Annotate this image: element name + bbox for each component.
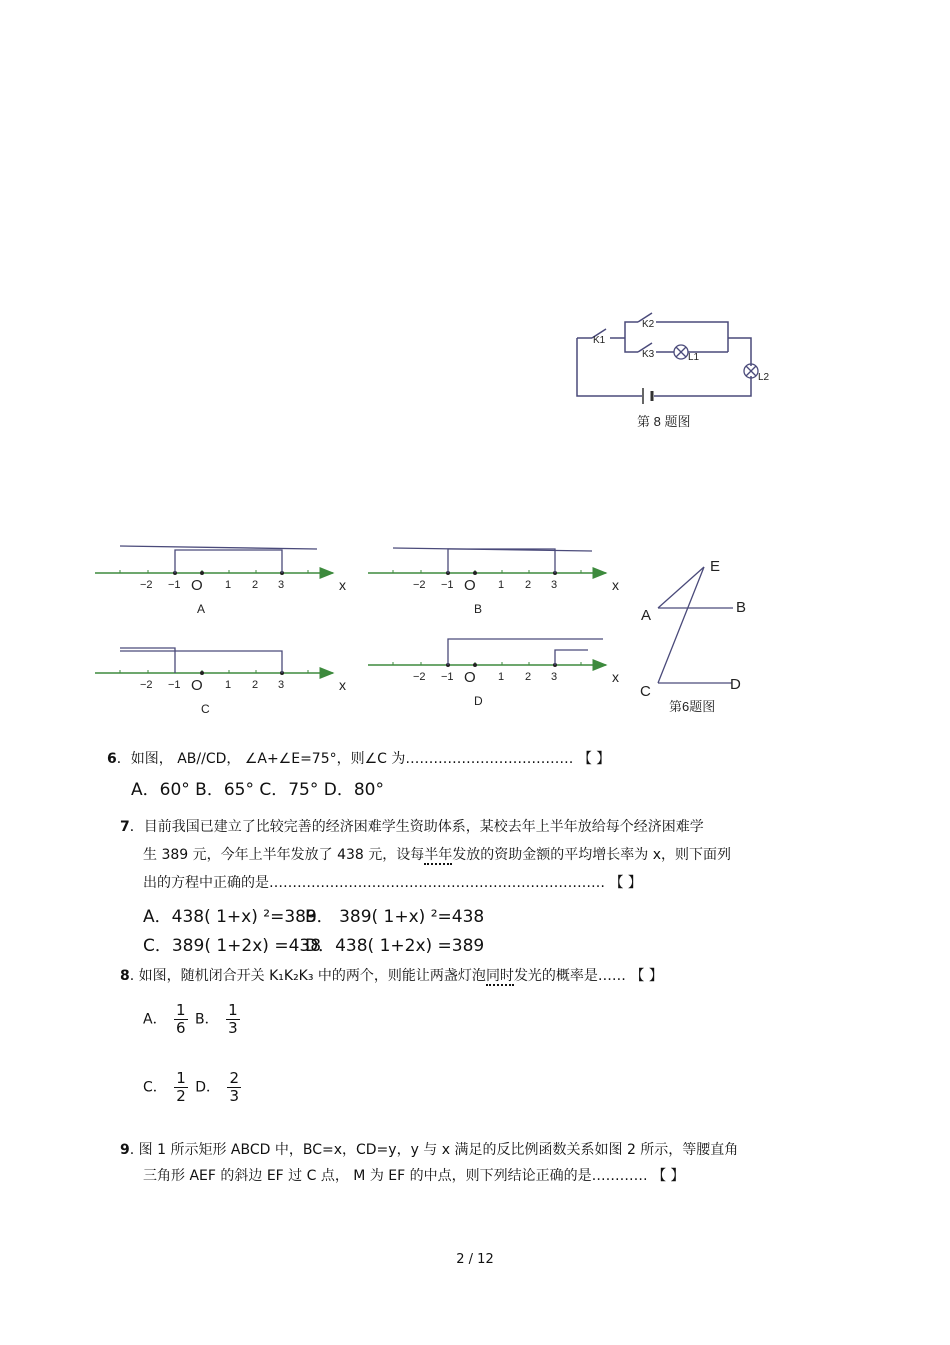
tick-1: 1 [225, 579, 232, 591]
wire-left-bottom [577, 338, 642, 396]
wire-branch-bottom-left [625, 338, 638, 352]
question-text: 发放的资助金额的平均增长率为 x，则下面列 [452, 847, 731, 863]
emphasis-text: 半年 [424, 847, 453, 863]
label-k3: K3 [642, 349, 655, 360]
wire-branch-top-right [656, 322, 728, 352]
option-label-b: B [474, 602, 483, 616]
question-6-options [131, 775, 384, 800]
options-text: A．60° B．65° C．75° D．80° [131, 780, 384, 800]
denominator: 2 [176, 1087, 186, 1105]
tick-3: 3 [278, 579, 285, 591]
number-line-c [95, 648, 346, 716]
axis-label-x: x [612, 669, 619, 685]
tick-neg2: −2 [413, 579, 426, 591]
question-7-option-b [305, 902, 484, 927]
label-k2: K2 [642, 319, 655, 330]
question-7-line-3 [143, 873, 642, 893]
axis-label-x: x [612, 577, 619, 593]
tick-origin: O [191, 677, 203, 694]
question-8-option-a [143, 1002, 243, 1037]
question-text: 生 389 元，今年上半年发放了 438 元，设每 [143, 847, 425, 863]
question-7-line-1 [120, 817, 704, 837]
question-text: . 如图，随机闭合开关 K₁K₂K₃ 中的两个，则能让两盏灯泡 [129, 968, 486, 984]
tick-2: 2 [525, 579, 532, 591]
question-9-line-2 [143, 1166, 685, 1186]
tick-origin: O [191, 577, 203, 594]
option-label: B． [195, 1011, 219, 1028]
tick-neg1: −1 [441, 579, 454, 591]
option-label-d: D [474, 694, 483, 708]
option-d: D．438( 1+2x) =389 [305, 936, 485, 956]
question-7-option-c [143, 931, 321, 956]
page-number [0, 1252, 950, 1267]
numerator: 2 [229, 1069, 240, 1087]
point-b: B [736, 599, 747, 616]
tick-neg2: −2 [140, 679, 153, 691]
point-a: A [641, 607, 652, 624]
figure8-caption: 第 8 题图 [637, 414, 691, 429]
option-a: A．438( 1+x) ²=389 [143, 907, 317, 927]
option-label: D． [195, 1079, 221, 1096]
question-number: 9 [120, 1142, 130, 1158]
tick-neg1: −1 [441, 671, 454, 683]
question-7-line-2 [143, 845, 731, 865]
tick-3: 3 [278, 679, 285, 691]
segment-ec [658, 567, 704, 683]
numerator: 1 [176, 1001, 186, 1019]
tick-neg1: −1 [168, 579, 181, 591]
fraction [226, 1002, 240, 1037]
option-label-a: A [197, 602, 206, 616]
question-7-option-d [305, 931, 484, 956]
point-c: C [640, 683, 651, 700]
tick-neg2: −2 [140, 579, 153, 591]
question-6 [107, 749, 610, 769]
tick-neg1: −1 [168, 679, 181, 691]
tick-2: 2 [252, 579, 259, 591]
axis-label-x: x [339, 577, 346, 593]
question-text: 发光的概率是…… 【 】 [513, 968, 663, 984]
fraction [227, 1070, 241, 1105]
tick-2: 2 [252, 679, 259, 691]
question-text: ．如图， AB//CD， ∠A+∠E=75°，则∠C 为……………………………… 【 】 [116, 751, 611, 767]
battery-icon [643, 388, 652, 404]
question-text: 出的方程中正确的是……………………………………………………………… 【 】 [143, 875, 642, 891]
tick-origin: O [464, 669, 476, 686]
question-text: ．目前我国已建立了比较完善的经济困难学生资助体系，某校去年上半年放给每个经济困难学 [129, 819, 704, 835]
tick-origin: O [464, 577, 476, 594]
figure6-caption: 第6题图 [669, 699, 716, 714]
question-text: . 图 1 所示矩形 ABCD 中，BC=x，CD=y，y 与 x 满足的反比例函数关系如图 2 所示，等腰直角 [129, 1142, 739, 1158]
label-l1: L1 [688, 352, 700, 363]
denominator: 6 [176, 1019, 186, 1037]
emphasis-text: 同时 [485, 968, 514, 984]
label-k1: K1 [593, 335, 606, 346]
question-text: 三角形 AEF 的斜边 EF 过 C 点， M 为 EF 的中点，则下列结论正确的是………… 【 】 [143, 1168, 685, 1184]
denominator: 3 [228, 1019, 238, 1037]
wire-right-top [728, 338, 751, 366]
question-8 [120, 966, 663, 986]
tick-1: 1 [225, 679, 232, 691]
question-8-option-c [143, 1070, 244, 1105]
tick-3: 3 [551, 671, 558, 683]
option-c: C．389( 1+2x) =438 [143, 936, 322, 956]
axis-label-x: x [339, 677, 346, 693]
tick-2: 2 [525, 671, 532, 683]
number-line-b [368, 548, 619, 616]
number-line-a [95, 546, 346, 616]
option-label: C． [143, 1079, 167, 1096]
page-number-text: 2 / 12 [456, 1252, 494, 1267]
question-number: 8 [120, 968, 130, 984]
option-label-c: C [201, 702, 210, 716]
circuit-figure [570, 310, 790, 440]
tick-1: 1 [498, 671, 505, 683]
option-label: A． [143, 1011, 167, 1028]
wire-right-bottom [654, 376, 751, 396]
tick-neg2: −2 [413, 671, 426, 683]
numerator: 1 [228, 1001, 238, 1019]
tick-1: 1 [498, 579, 505, 591]
lamp-l1-icon [674, 345, 688, 359]
denominator: 3 [229, 1087, 240, 1105]
geometry-figure [636, 553, 766, 723]
number-lines [90, 540, 630, 720]
point-d: D [730, 676, 741, 693]
fraction [174, 1002, 188, 1037]
fraction [174, 1070, 188, 1105]
circuit-diagram [570, 310, 790, 440]
question-7-option-a [143, 902, 317, 927]
lamp-l2-icon [744, 364, 758, 378]
tick-3: 3 [551, 579, 558, 591]
label-l2: L2 [758, 372, 770, 383]
question-number: 7 [120, 819, 130, 835]
wire-branch-top-left [625, 322, 638, 338]
question-9-line-1 [120, 1140, 738, 1160]
point-e: E [710, 558, 721, 575]
question-number: 6 [107, 751, 117, 767]
segment-ae [658, 567, 704, 608]
number-line-d [368, 639, 619, 708]
numerator: 1 [176, 1069, 186, 1087]
option-b: B． 389( 1+x) ²=438 [305, 907, 485, 927]
